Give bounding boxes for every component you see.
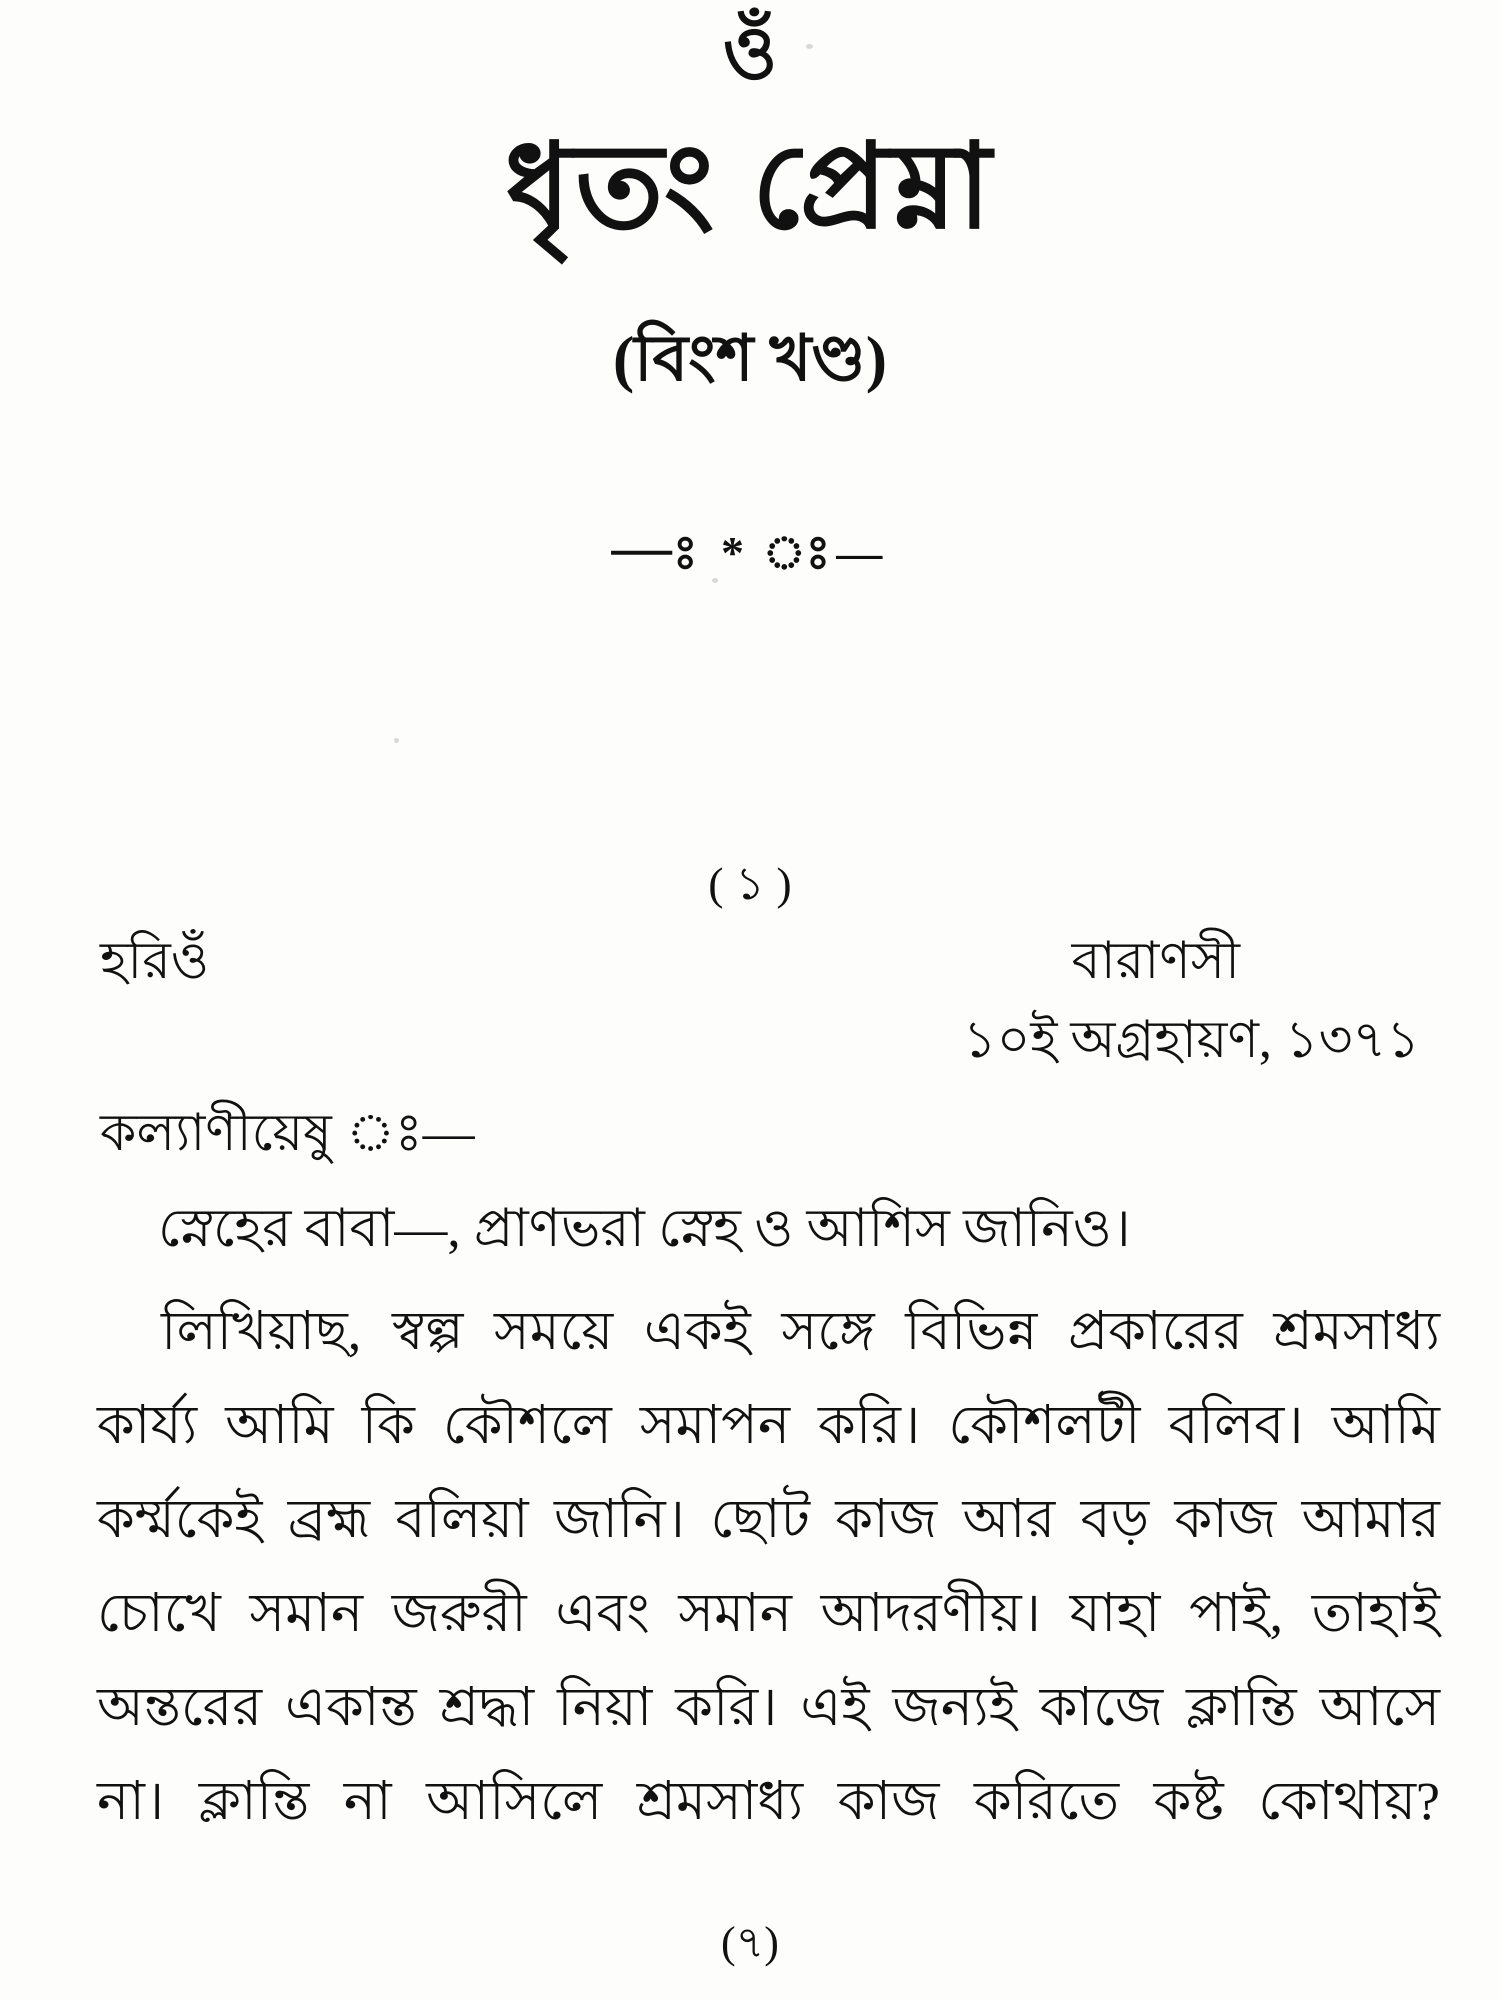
body-line: কর্ম্মকেই ব্রহ্ম বলিয়া জানি। ছোট কাজ আর বড় কাজ আমার	[97, 1489, 1440, 1550]
salutation-hariom: হরিওঁ	[100, 932, 210, 990]
scan-speck	[394, 738, 399, 743]
letter-number: ( ১ )	[708, 857, 792, 909]
greeting-line: কল্যাণীয়েষু ঃ—	[100, 1104, 475, 1162]
ornamental-divider: —ঃ * ঃ—	[611, 526, 889, 578]
om-symbol: ওঁ	[722, 13, 778, 95]
place-name: বারাণসী	[1071, 932, 1240, 990]
scan-speck	[712, 578, 718, 583]
scan-speck	[806, 44, 813, 49]
letter-body	[0, 1262, 1500, 1848]
book-title: ধৃতং প্রেম্না	[504, 122, 996, 254]
body-line: অন্তরের একান্ত শ্রদ্ধা নিয়া করি। এই জন্যই কাজে ক্লান্তি আসে	[97, 1677, 1440, 1738]
body-line: না। ক্লান্তি না আসিলে শ্রমসাধ্য কাজ করিতে কষ্ট কোথায়?	[97, 1771, 1440, 1832]
body-line: লিখিয়াছ, স্বল্প সময়ে একই সঙ্গে বিভিন্ন প্রকারের শ্রমসাধ্য	[161, 1301, 1440, 1362]
page-number: (৭)	[721, 1918, 779, 1967]
salutation-place-row	[0, 911, 1500, 994]
letter-date: ১০ই অগ্রহায়ণ, ১৩৭১	[962, 1011, 1420, 1069]
volume-subtitle: (বিংশ খণ্ড)	[612, 322, 888, 394]
opening-line: স্নেহের বাবা—, প্রাণভরা স্নেহ ও আশিস জানিও।	[158, 1199, 1131, 1258]
body-line: কার্য্য আমি কি কৌশলে সমাপন করি। কৌশলটী বলিব। আমি	[97, 1395, 1440, 1456]
body-line: চোখে সমান জরুরী এবং সমান আদরণীয়। যাহা পাই, তাহাই	[97, 1583, 1440, 1644]
